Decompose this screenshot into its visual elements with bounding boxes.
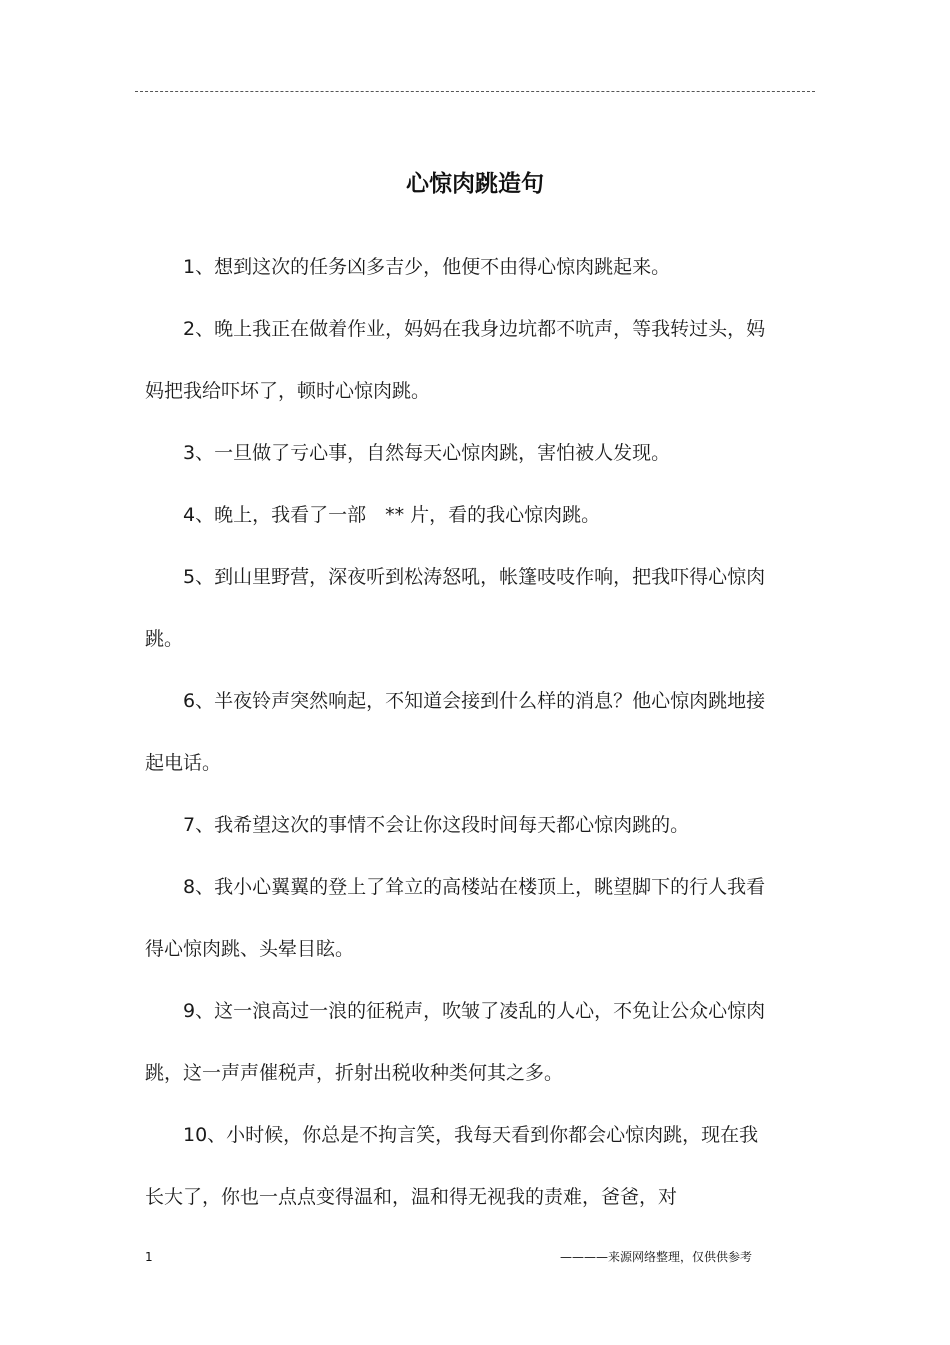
header-rule: [135, 91, 815, 92]
sentence-paragraph: 6、半夜铃声突然响起，不知道会接到什么样的消息？他心惊肉跳地接起电话。: [145, 690, 766, 774]
sentence-paragraph: 1、想到这次的任务凶多吉少，他便不由得心惊肉跳起来。: [183, 256, 671, 278]
page-title: 心惊肉跳造句: [406, 170, 544, 198]
source-note: ————来源网络整理，仅供供参考: [559, 1250, 752, 1264]
sentence-paragraph: 8、我小心翼翼的登上了耸立的高楼站在楼顶上，眺望脚下的行人我看得心惊肉跳、头晕目眩。: [145, 876, 766, 960]
page-number: 1: [145, 1250, 153, 1264]
sentence-paragraph: 10、小时候，你总是不拘言笑，我每天看到你都会心惊肉跳，现在我长大了，你也一点点变得温和，温和得无视我的责难，爸爸，对: [145, 1124, 759, 1208]
sentence-paragraph: 7、我希望这次的事情不会让你这段时间每天都心惊肉跳的。: [183, 814, 690, 836]
sentence-paragraph: 4、晚上，我看了一部 ** 片，看的我心惊肉跳。: [183, 504, 601, 526]
sentence-paragraph: 2、晚上我正在做着作业，妈妈在我身边坑都不吭声，等我转过头，妈妈把我给吓坏了，顿时心惊肉跳。: [145, 318, 766, 402]
sentence-paragraph: 9、这一浪高过一浪的征税声，吹皱了凌乱的人心，不免让公众心惊肉跳，这一声声催税声，折射出税收种类何其之多。: [145, 1000, 766, 1084]
document-body: [145, 236, 777, 1228]
sentence-paragraph: 5、到山里野营，深夜听到松涛怒吼，帐篷吱吱作响，把我吓得心惊肉跳。: [145, 566, 766, 650]
sentence-paragraph: 3、一旦做了亏心事，自然每天心惊肉跳，害怕被人发现。: [183, 442, 671, 464]
